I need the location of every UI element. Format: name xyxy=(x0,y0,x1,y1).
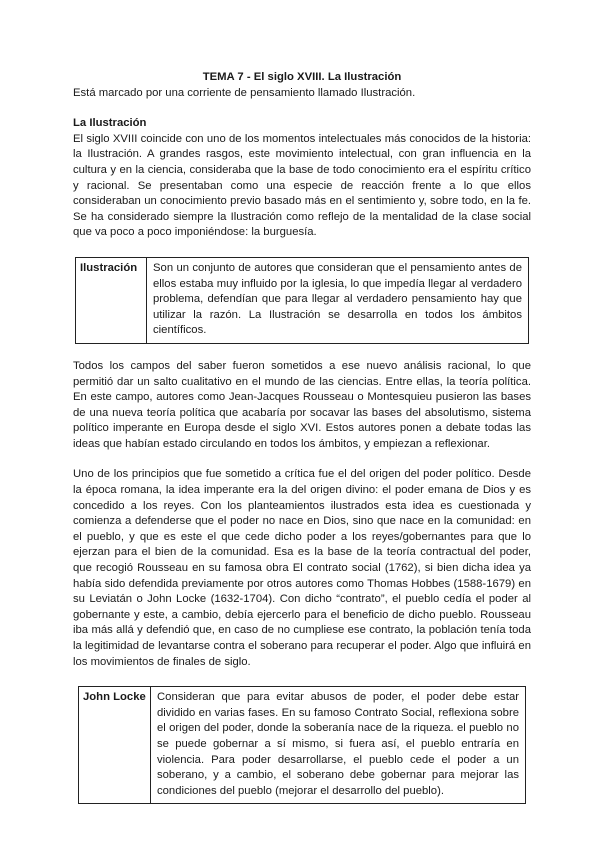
definition-box-ilustracion xyxy=(75,257,529,344)
intro-text: Está marcado por una corriente de pensamiento llamado Ilustración. xyxy=(73,86,416,99)
paragraph-2: Todos los campos del saber fueron sometidos a ese nuevo análisis racional, lo que permitió dar un salto cualitativo en el mundo de las ciencias. Entre ellas, la teoría política. En este campo, autores como Jean-Jacques Rousseau o Montesquieu pusieron las bases de una nueva teoría política que acabaría por socavar las bases del absolutismo, sistema político imperante en Europa desde el siglo XVI. Estos autores ponen a debate todas las ideas que habían estado circulando en todos los ámbitos, y empiezan a reflexionar. xyxy=(73,359,531,450)
definition-text: Son un conjunto de autores que consideran que el pensamiento antes de ellos estaba muy influido por la iglesia, lo que impedía llegar al verdadero problema, defendían que para llegar al verdadero pensamiento hay que utilizar la razón. La Ilustración se desarrolla en todos los ámbitos científicos. xyxy=(153,261,522,337)
definition-term: John Locke xyxy=(79,687,151,803)
definition-box-john-locke xyxy=(78,686,526,804)
document-title: TEMA 7 - El siglo XVIII. La Ilustración xyxy=(202,71,402,83)
definition-term: Ilustración xyxy=(76,258,147,343)
paragraph-1: El siglo XVIII coincide con uno de los momentos intelectuales más conocidos de la historia: la Ilustración. A grandes rasgos, este movimiento intelectual, con gran influencia en la cultura y en la ciencia, consideraba que la base de todo conocimiento era el espíritu crítico y racional. Se presentaban como una especie de reacción frente a lo que ellos consideraban un conocimiento previo basado más en el sentimiento y, sobre todo, en la fe. Se ha considerado siempre la Ilustración como reflejo de la mentalidad de la clase social que va poco a poco imponiéndose: la burguesía. xyxy=(73,132,531,239)
document-page xyxy=(73,70,531,804)
definition-text: Consideran que para evitar abusos de poder, el poder debe estar dividido en varias fases. En su famoso Contrato Social, reflexiona sobre el origen del poder, donde la soberanía nace de la riqueza. el pueblo no se puede gobernar a sí mismo, si fuera así, el pueblo entraría en violencia. Para poder desarrollarse, el pueblo cede el poder a un soberano, y a cambio, el soberano debe gobernar para mejorar las condiciones del pueblo (mejorar el desarrollo del pueblo). xyxy=(157,691,519,797)
paragraph-3: Uno de los principios que fue sometido a crítica fue el del origen del poder político. Desde la época romana, la idea imperante era la del origen divino: el poder emana de Dios y es concedido a los reyes. Con los planteamientos ilustrados esta idea es cuestionada y comienza a defenderse que el poder no nace en Dios, sino que nace en la comunidad: en el pueblo, y que es este el que cede dicho poder a los reyes/gobernantes para que lo ejerzan para el bien de la comunidad. Esa es la base de la teoría contractual del poder, que recogió Rousseau en su famosa obra El contrato social (1762), si bien dicha idea ya había sido defendida previamente por otros autores como Thomas Hobbes (1588-1679) en su Leviatán o John Locke (1632-1704). Con dicho “contrato”, el pueblo cedía el poder al gobernante y este, a cambio, debía ejercerlo para el beneficio de dicho pueblo. Rousseau iba más allá y defendió que, en caso de no cumpliese ese contrato, la población tenía toda la legitimidad de levantarse contra el soberano para recuperar el poder. Algo que influirá en los movimientos de finales de siglo. xyxy=(73,468,531,668)
section-heading: La Ilustración xyxy=(73,117,147,130)
